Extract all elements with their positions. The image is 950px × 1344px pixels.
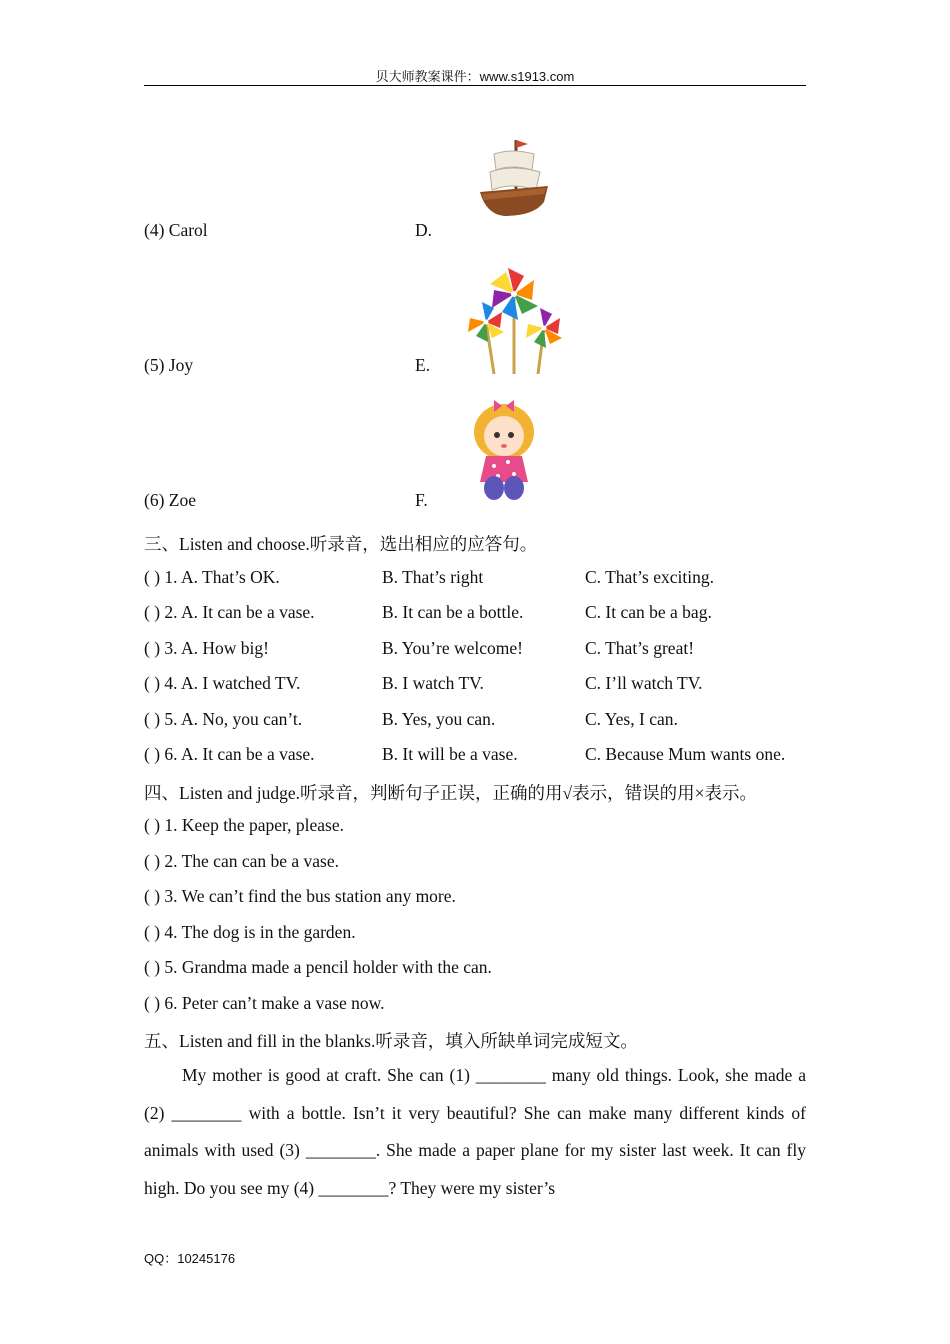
s3-q5-option-b: B. Yes, you can. <box>382 709 496 729</box>
s3-q3-option-c: C. That’s great! <box>585 638 695 658</box>
match-letter-f: F. <box>415 490 428 510</box>
s3-q6-option-b: B. It will be a vase. <box>382 744 518 764</box>
section5-title: 五、Listen and fill in the blanks.听录音，填入所缺单词完成短文。 <box>144 1031 638 1051</box>
s3-q6-option-c: C. Because Mum wants one. <box>585 744 786 764</box>
match-name-5: (5) Joy <box>144 355 194 375</box>
s3-q3-option-b: B. You’re welcome! <box>382 638 523 658</box>
s3-q4-option-c: C. I’ll watch TV. <box>585 673 703 693</box>
cloze-paragraph: My mother is good at craft. She can (1) ________ many old things. Look, she made a (2) ________ with a bottle. Isn’t it very beautiful? She can make many different kinds of animals with used (3) ________. She made a paper plane for my sister last week. It can fly high. Do you see my (4) ________? They were my sister’s <box>144 1065 806 1198</box>
page-header: 贝大师教案课件：www.s1913.com <box>375 69 575 84</box>
s4-item-1: ( ) 1. Keep the paper, please. <box>144 815 344 835</box>
s3-q4-option-b: B. I watch TV. <box>382 673 484 693</box>
s3-q2-option-b: B. It can be a bottle. <box>382 602 524 622</box>
match-letter-e: E. <box>415 355 431 375</box>
doll-image <box>468 400 540 502</box>
sailing-ship-image <box>474 136 554 222</box>
s3-q1-option-b: B. That’s right <box>382 567 484 587</box>
s4-item-5: ( ) 5. Grandma made a pencil holder with the can. <box>144 957 492 977</box>
match-letter-d: D. <box>415 220 433 240</box>
s3-q2-option-a: ( ) 2. A. It can be a vase. <box>144 602 315 622</box>
s4-item-6: ( ) 6. Peter can’t make a vase now. <box>144 993 385 1013</box>
s3-q4-option-a: ( ) 4. A. I watched TV. <box>144 673 301 693</box>
s3-q5-option-a: ( ) 5. A. No, you can’t. <box>144 709 303 729</box>
s3-q1-option-a: ( ) 1. A. That’s OK. <box>144 567 280 587</box>
s3-q3-option-a: ( ) 3. A. How big! <box>144 638 269 658</box>
section4-title: 四、Listen and judge.听录音，判断句子正误，正确的用√表示，错误的用×表示。 <box>144 783 757 803</box>
match-name-4: (4) Carol <box>144 220 208 240</box>
page-footer: QQ：10245176 <box>144 1251 236 1266</box>
match-name-6: (6) Zoe <box>144 490 196 510</box>
section3-title: 三、Listen and choose.听录音，选出相应的应答句。 <box>144 534 538 554</box>
s3-q2-option-c: C. It can be a bag. <box>585 602 712 622</box>
s3-q5-option-c: C. Yes, I can. <box>585 709 678 729</box>
s4-item-2: ( ) 2. The can can be a vase. <box>144 851 339 871</box>
s3-q6-option-a: ( ) 6. A. It can be a vase. <box>144 744 315 764</box>
s3-q1-option-c: C. That’s exciting. <box>585 567 714 587</box>
s4-item-3: ( ) 3. We can’t find the bus station any more. <box>144 886 456 906</box>
pinwheels-image <box>460 264 568 374</box>
s4-item-4: ( ) 4. The dog is in the garden. <box>144 922 356 942</box>
header-rule <box>144 85 806 86</box>
